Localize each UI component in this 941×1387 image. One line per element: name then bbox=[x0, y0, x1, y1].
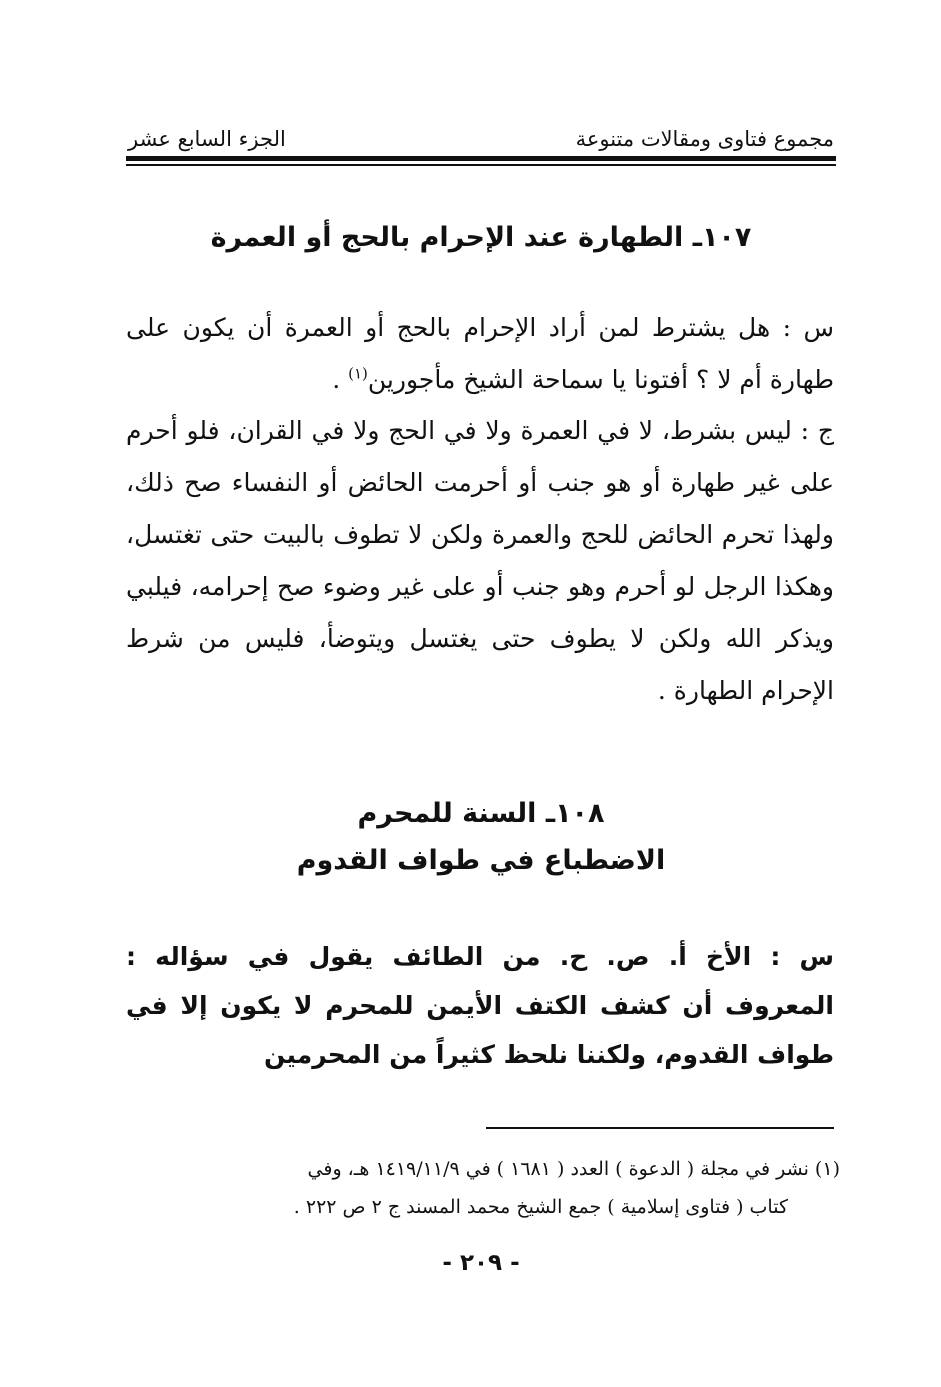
section-107-title: ١٠٧ـ الطهارة عند الإحرام بالحج أو العمرة bbox=[210, 222, 752, 253]
question-text: س : هل يشترط لمن أراد الإحرام بالحج أو العمرة أن يكون على طهارة أم لا ؟ أفتونا يا سماحة الشيخ مأجورين bbox=[126, 313, 834, 394]
section-108-question: س : الأخ أ. ص. ح. من الطائف يقول في سؤاله : المعروف أن كشف الكتف الأيمن للمحرم لا يكون إلا في طواف القدوم، ولكننا نلحظ كثيراً من المحرمين bbox=[126, 942, 834, 1069]
section-107-question bbox=[126, 302, 896, 406]
question-end: . bbox=[332, 365, 349, 394]
page-number: - ٢٠٩ - bbox=[442, 1250, 520, 1276]
running-header bbox=[128, 122, 834, 156]
footnote-line2: كتاب ( فتاوى إسلامية ) جمع الشيخ محمد المسند ج ٢ ص ٢٢٢ . bbox=[293, 1196, 788, 1218]
section-107-answer: ج : ليس بشرط، لا في العمرة ولا في الحج ولا في القران، فلو أحرم على غير طهارة أو هو جنب أو أحرمت الحائض أو النفساء صح ذلك، ولهذا تحرم الحائض للحج والعمرة ولكن لا تطوف بالبيت حتى تغتسل، وهكذا الرجل لو أحرم وهو جنب أو على غير وضوء صح إحرامه، فيلبي ويذكر الله ولكن لا يطوف حتى يغتسل ويتوضأ، فليس من شرط الإحرام الطهارة . bbox=[126, 416, 834, 705]
header-rule-thin bbox=[126, 164, 836, 166]
header-volume: الجزء السابع عشر bbox=[128, 127, 286, 151]
header-book-title: مجموع فتاوى ومقالات متنوعة bbox=[575, 127, 834, 151]
section-108-title-line2: الاضطباع في طواف القدوم bbox=[296, 845, 666, 876]
footnote-line1: (١) نشر في مجلة ( الدعوة ) العدد ( ١٦٨١ ) في ١٤١٩/١١/٩ هـ، وفي bbox=[307, 1158, 840, 1180]
section-108-title-line1: ١٠٨ـ السنة للمحرم bbox=[357, 798, 605, 829]
footnote-ref: (١) bbox=[348, 364, 368, 383]
header-rule-thick bbox=[126, 156, 836, 161]
footnote-separator bbox=[486, 1127, 834, 1129]
footnote bbox=[120, 1150, 840, 1226]
